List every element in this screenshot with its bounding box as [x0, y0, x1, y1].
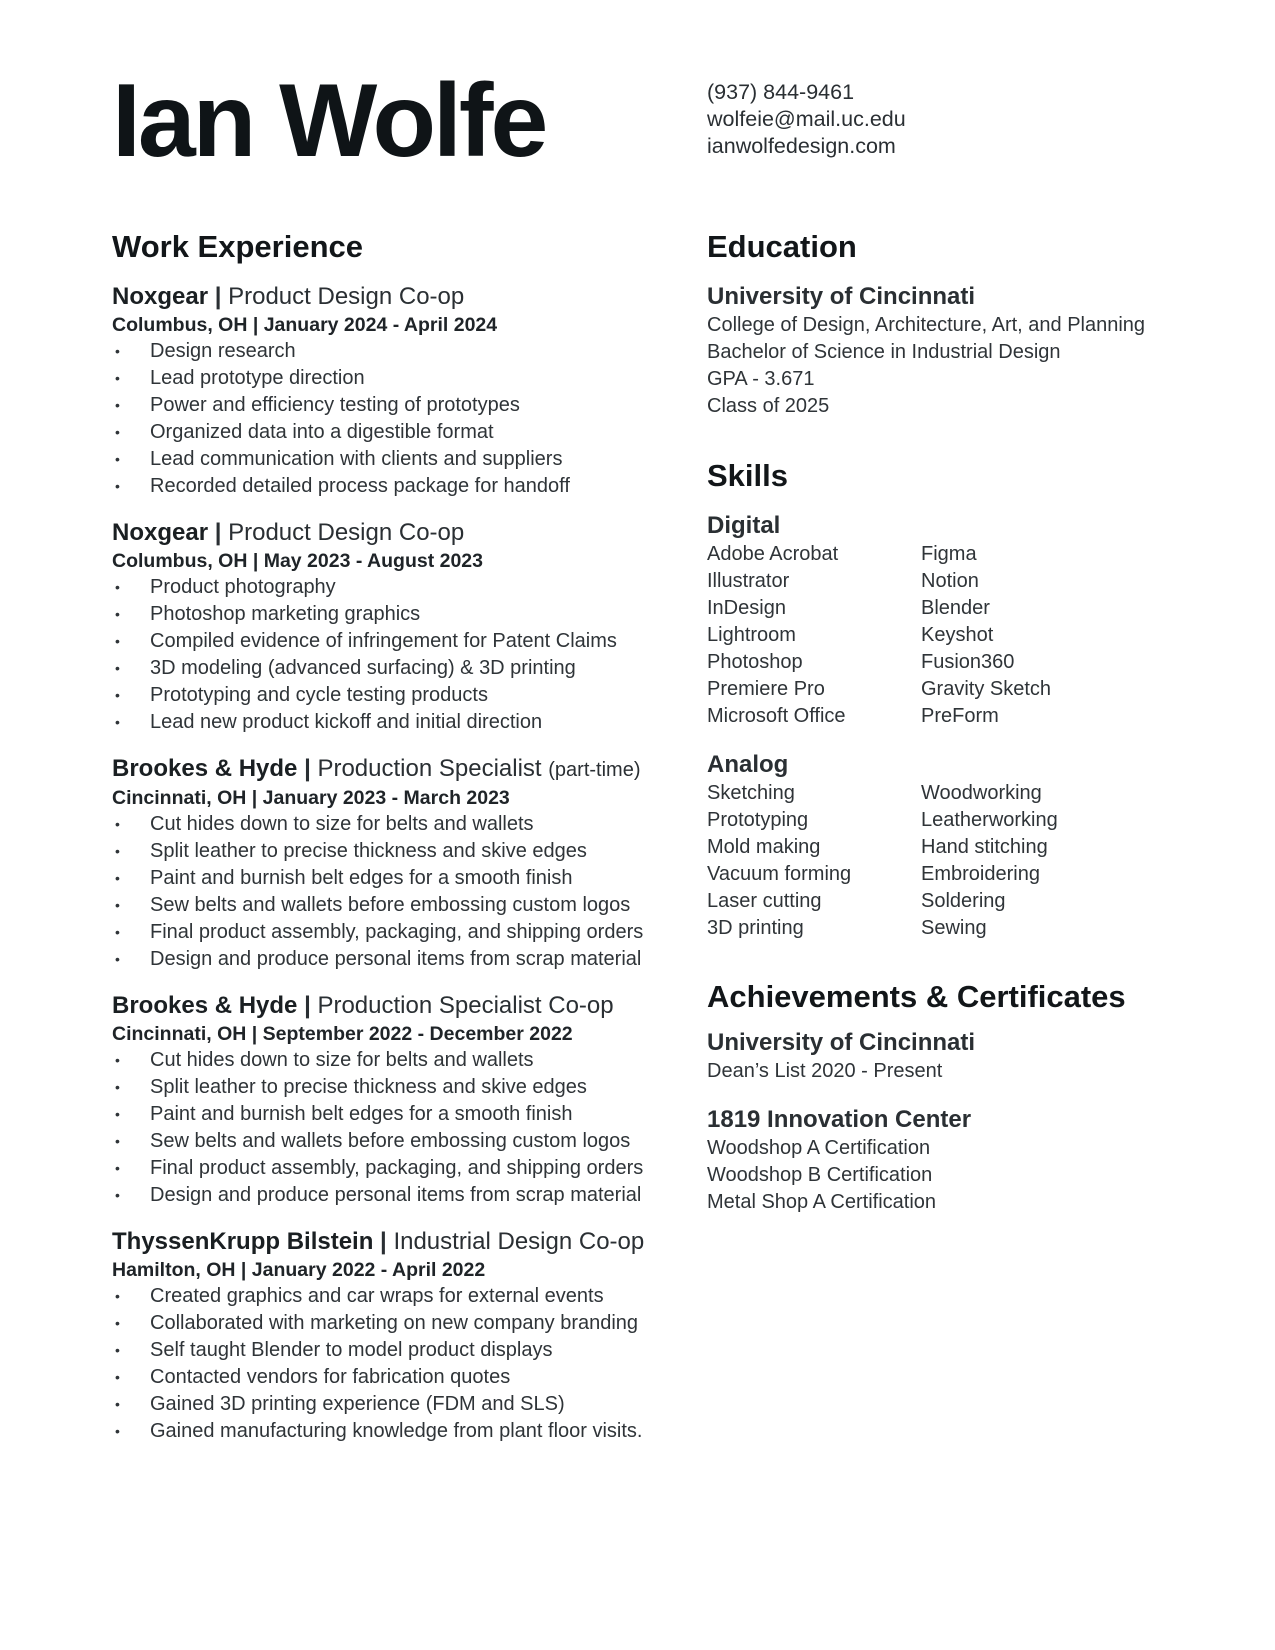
skill-item: InDesign [707, 597, 786, 619]
job-bullets [112, 1283, 672, 1445]
work-experience-section [112, 228, 672, 1445]
skills-analog-col2 [921, 780, 1161, 942]
job-heading [112, 518, 672, 548]
job-entry [112, 991, 672, 1209]
job-separator: | [380, 1228, 387, 1255]
skill-item: Hand stitching [921, 836, 1048, 858]
skill-item: 3D printing [707, 917, 804, 939]
skills-digital-label: Digital [707, 512, 781, 539]
skill-item: Photoshop [707, 651, 803, 673]
job-heading [112, 282, 672, 312]
skill-item: Prototyping [707, 809, 809, 831]
skill-item: PreForm [921, 705, 999, 727]
job-company: ThyssenKrupp Bilstein [112, 1228, 374, 1255]
job-note: (part-time) [548, 759, 641, 781]
skills-digital-grid [707, 541, 1247, 730]
job-location-dates: Cincinnati, OH | January 2023 - March 2023 [112, 787, 510, 809]
job-bullets [112, 574, 672, 736]
achievement-item: Woodshop A Certification [707, 1137, 931, 1159]
job-bullet: • Design and produce personal items from scrap material [112, 946, 672, 973]
skill-item: Keyshot [921, 624, 994, 646]
achievement-org: University of Cincinnati [707, 1029, 976, 1056]
right-column [707, 228, 1247, 1216]
job-bullet: • Final product assembly, packaging, and shipping orders [112, 1155, 672, 1182]
skill-item: Adobe Acrobat [707, 543, 839, 565]
job-bullet: • Paint and burnish belt edges for a smooth finish [112, 1101, 672, 1128]
job-company: Noxgear [112, 519, 209, 546]
job-bullet: • Organized data into a digestible format [112, 419, 672, 446]
skill-item: Blender [921, 597, 990, 619]
job-location-dates: Columbus, OH | May 2023 - August 2023 [112, 550, 483, 572]
job-bullet: • Cut hides down to size for belts and wallets [112, 1047, 672, 1074]
job-company: Brookes & Hyde [112, 992, 298, 1019]
skills-section [707, 457, 1247, 942]
job-bullet: • Power and efficiency testing of prototypes [112, 392, 672, 419]
achievements-section [707, 978, 1247, 1216]
skills-digital-col2 [921, 541, 1161, 730]
job-separator: | [214, 283, 222, 310]
education-school: University of Cincinnati [707, 283, 976, 310]
achievement-org: 1819 Innovation Center [707, 1106, 972, 1133]
job-role: Production Specialist [317, 755, 542, 782]
job-bullets [112, 1047, 672, 1209]
resume-name: Ian Wolfe [112, 63, 546, 179]
skill-item: Fusion360 [921, 651, 1015, 673]
job-bullet: • Design research [112, 338, 672, 365]
job-bullet: • Sew belts and wallets before embossing custom logos [112, 892, 672, 919]
skill-item: Laser cutting [707, 890, 822, 912]
skills-digital-col1 [707, 541, 921, 730]
education-line: College of Design, Architecture, Art, and Planning [707, 314, 1146, 336]
website-url: ianwolfedesign.com [707, 134, 896, 158]
job-bullet: • Photoshop marketing graphics [112, 601, 672, 628]
job-bullet: • Recorded detailed process package for handoff [112, 473, 672, 500]
achievement-item: Metal Shop A Certification [707, 1191, 937, 1213]
education-heading: Education [707, 229, 857, 264]
skill-item: Illustrator [707, 570, 790, 592]
job-separator: | [304, 755, 311, 782]
email-address: wolfeie@mail.uc.edu [707, 107, 906, 131]
job-entry [112, 282, 672, 500]
contact-info [707, 79, 906, 160]
skill-item: Sketching [707, 782, 795, 804]
job-role: Product Design Co-op [228, 283, 465, 310]
job-bullet: • Design and produce personal items from scrap material [112, 1182, 672, 1209]
achievement-item: Woodshop B Certification [707, 1164, 933, 1186]
job-bullet: • Contacted vendors for fabrication quotes [112, 1364, 672, 1391]
job-bullet: • Created graphics and car wraps for external events [112, 1283, 672, 1310]
job-bullet: • Prototyping and cycle testing products [112, 682, 672, 709]
skill-item: Mold making [707, 836, 821, 858]
education-section [707, 228, 1247, 420]
job-heading [112, 1227, 672, 1257]
job-bullet: • Gained 3D printing experience (FDM and SLS) [112, 1391, 672, 1418]
work-experience-heading: Work Experience [112, 229, 363, 264]
job-bullet: • Split leather to precise thickness and skive edges [112, 838, 672, 865]
job-bullet: • Lead communication with clients and suppliers [112, 446, 672, 473]
skill-item: Vacuum forming [707, 863, 852, 885]
skill-item: Gravity Sketch [921, 678, 1052, 700]
job-bullet: • Paint and burnish belt edges for a smooth finish [112, 865, 672, 892]
job-bullet: • Self taught Blender to model product displays [112, 1337, 672, 1364]
job-role: Product Design Co-op [228, 519, 465, 546]
skill-item: Woodworking [921, 782, 1042, 804]
skills-analog-col1 [707, 780, 921, 942]
job-bullets [112, 338, 672, 500]
job-location-dates: Cincinnati, OH | September 2022 - December 2022 [112, 1023, 573, 1045]
achievement-item: Dean’s List 2020 - Present [707, 1060, 943, 1082]
skill-item: Soldering [921, 890, 1006, 912]
job-heading [112, 991, 672, 1021]
skill-item: Figma [921, 543, 977, 565]
job-location-dates: Hamilton, OH | January 2022 - April 2022 [112, 1259, 486, 1281]
job-bullet: • Lead new product kickoff and initial direction [112, 709, 672, 736]
job-company: Brookes & Hyde [112, 755, 298, 782]
job-separator: | [214, 519, 222, 546]
skill-item: Microsoft Office [707, 705, 846, 727]
job-bullet: • Product photography [112, 574, 672, 601]
phone-number: (937) 844-9461 [707, 80, 855, 104]
job-entry [112, 518, 672, 736]
job-company: Noxgear [112, 283, 209, 310]
education-line: GPA - 3.671 [707, 368, 815, 390]
skill-item: Premiere Pro [707, 678, 825, 700]
skills-analog-label: Analog [707, 751, 789, 778]
skill-item: Lightroom [707, 624, 796, 646]
job-entry [112, 1227, 672, 1445]
skill-item: Sewing [921, 917, 987, 939]
education-line: Bachelor of Science in Industrial Design [707, 341, 1061, 363]
job-entry [112, 754, 672, 973]
job-role: Industrial Design Co-op [393, 1228, 645, 1255]
skill-item: Notion [921, 570, 979, 592]
job-role: Production Specialist Co-op [317, 992, 614, 1019]
job-location-dates: Columbus, OH | January 2024 - April 2024 [112, 314, 498, 336]
achievements-heading: Achievements & Certificates [707, 979, 1126, 1014]
job-bullet: • Collaborated with marketing on new company branding [112, 1310, 672, 1337]
job-bullet: • Split leather to precise thickness and skive edges [112, 1074, 672, 1101]
job-bullet: • Lead prototype direction [112, 365, 672, 392]
job-bullet: • 3D modeling (advanced surfacing) & 3D printing [112, 655, 672, 682]
job-bullet: • Compiled evidence of infringement for Patent Claims [112, 628, 672, 655]
skills-heading: Skills [707, 458, 788, 493]
job-heading [112, 754, 672, 785]
job-bullet: • Gained manufacturing knowledge from plant floor visits. [112, 1418, 672, 1445]
education-line: Class of 2025 [707, 395, 830, 417]
skills-analog-grid [707, 780, 1247, 942]
skill-item: Embroidering [921, 863, 1040, 885]
job-bullet: • Sew belts and wallets before embossing custom logos [112, 1128, 672, 1155]
job-separator: | [304, 992, 311, 1019]
job-bullets [112, 811, 672, 973]
job-bullet: • Final product assembly, packaging, and shipping orders [112, 919, 672, 946]
skill-item: Leatherworking [921, 809, 1058, 831]
job-bullet: • Cut hides down to size for belts and wallets [112, 811, 672, 838]
